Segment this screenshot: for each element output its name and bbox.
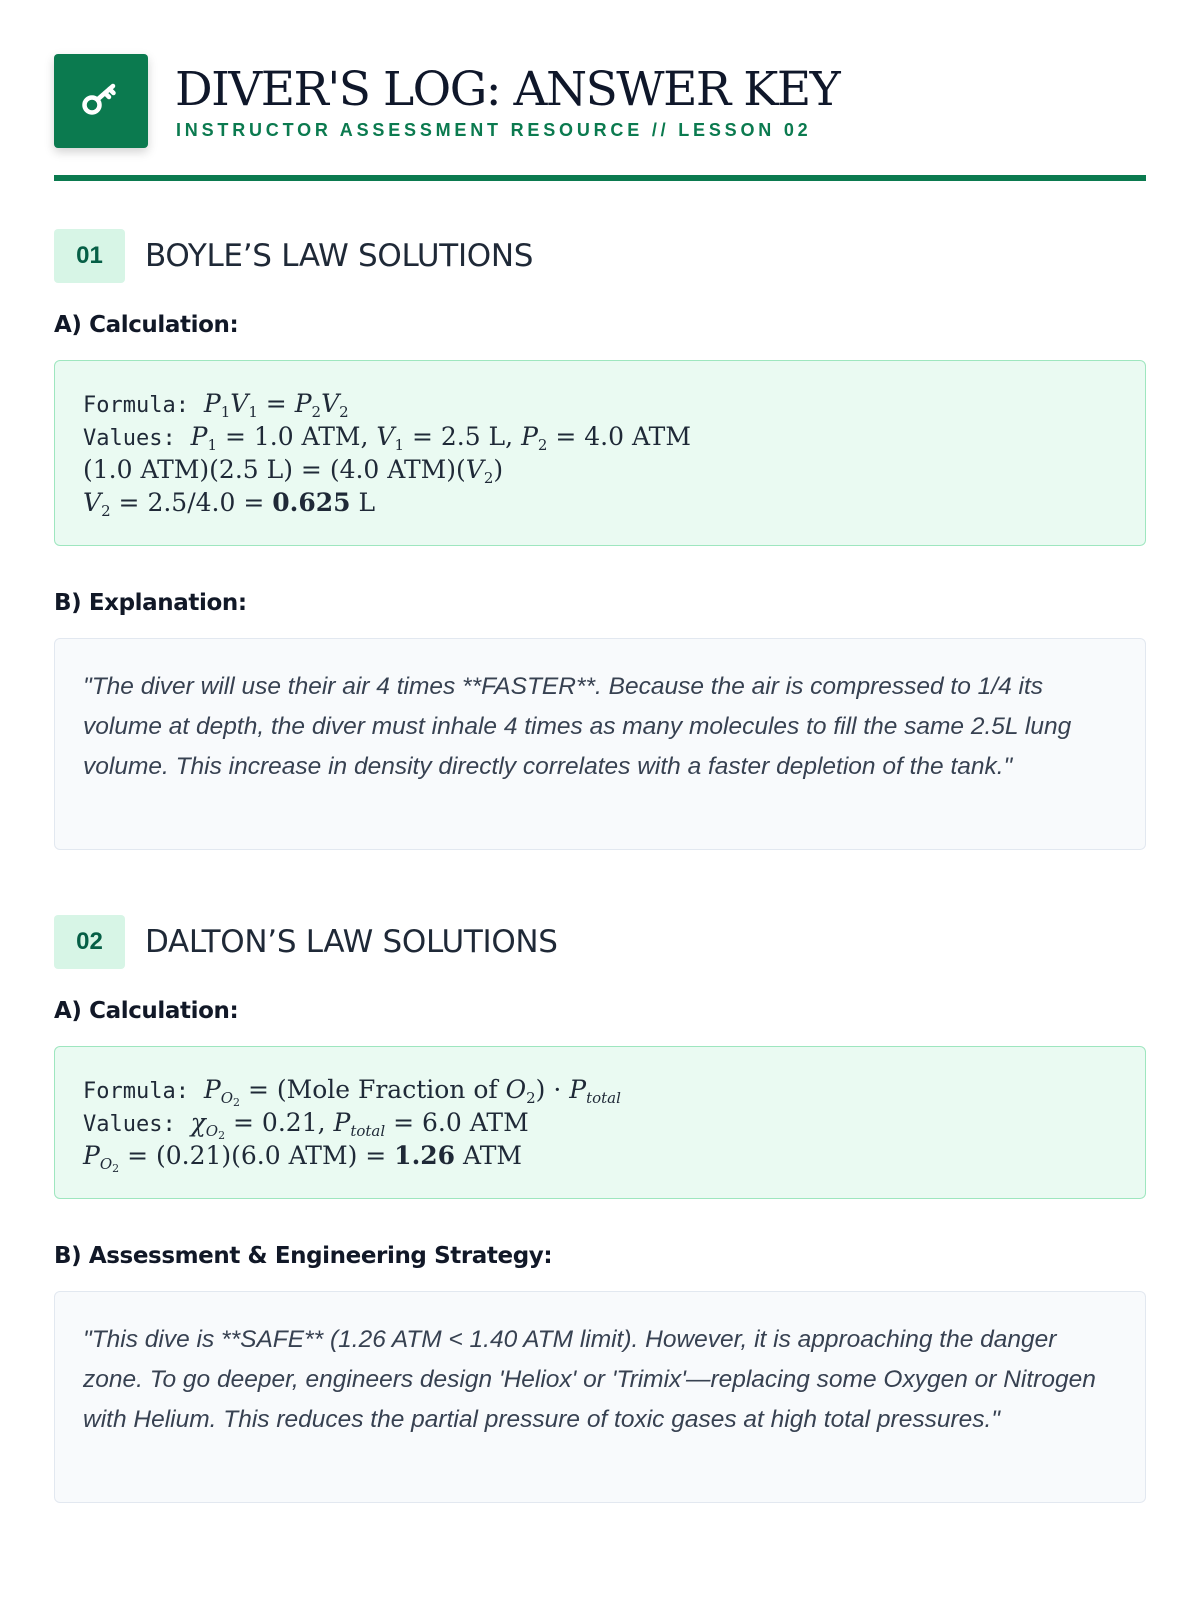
section-title: BOYLE’S LAW SOLUTIONS [145,238,534,274]
calculation-label: A) Calculation: [54,312,239,338]
section-number-badge: 02 [54,915,125,969]
result-value: 0.625 [272,488,351,517]
formula-line [83,1073,1117,1109]
values-prefix: Values: [83,1112,176,1137]
key-icon [76,74,126,129]
formula-prefix: Formula: [83,393,189,418]
document-header [54,54,1146,182]
page-subtitle: INSTRUCTOR ASSESSMENT RESOURCE // LESSON 02 [176,120,812,140]
result-line: $P_{O_2} = (0.21)(6.0$ ATM) = 1.26 ATM [83,1141,522,1175]
section-heading [54,229,1146,283]
section-title: DALTON’S LAW SOLUTIONS [145,924,558,960]
result-line: $V_2 = 2.5/4.0 = 0.625$ L [83,488,376,520]
section-daltons-law [54,915,1146,1505]
substitution-line: (1.0 ATM)(2.5 L) = (4.0 $ATM)(V_2)$ [83,455,504,487]
values-line [83,420,1117,453]
formula-line [83,387,1117,420]
explanation-label: B) Explanation: [54,590,247,616]
values-prefix: Values: [83,426,176,451]
values-expression: $P_1 = 1.0$ ATM, $V_1 = 2.5$ L, $P_2 = 4.0$ ATM [190,422,691,454]
section-number-badge: 01 [54,229,125,283]
result-value: 1.26 [394,1141,456,1170]
calculation-box [54,1046,1146,1199]
page-title: DIVER'S LOG: ANSWER KEY [175,62,840,117]
explanation-box [54,638,1146,850]
calculation-label: A) Calculation: [54,998,239,1024]
assessment-label: B) Assessment & Engineering Strategy: [54,1243,553,1269]
formula-prefix: Formula: [83,1079,189,1104]
section-boyles-law [54,229,1146,854]
section-heading [54,915,1146,969]
explanation-text: "The diver will use their air 4 times **FASTER**. Because the air is compressed to 1/4 its volume at depth, the diver must inhale 4 times as many molecules to fill the same 2.5L lung volume. This increase in density directly correlates with a faster depletion of the tank." [83,673,1072,780]
values-expression: $\chi_{O_2} = 0.21$, $P_{total} = 6.0$ ATM [190,1108,529,1142]
logo-badge [54,54,148,148]
assessment-box [54,1291,1146,1503]
calculation-box [54,360,1146,546]
formula-expression: $P_1V_1 = P_2V_2$ [203,389,349,421]
values-line [83,1106,1117,1142]
formula-expression: $P_{O_2}$ = (Mole Fraction of $O_2) \cdot P_{total}$ [203,1075,621,1109]
assessment-text: "This dive is **SAFE** (1.26 ATM < 1.40 ATM limit). However, it is approaching the danger zone. To go deeper, engineers design 'Heliox' or 'Trimix'—replacing some Oxygen or Nitrogen with Helium. This reduces the partial pressure of toxic gases at high total pressures." [83,1326,1096,1433]
header-divider [54,175,1146,181]
